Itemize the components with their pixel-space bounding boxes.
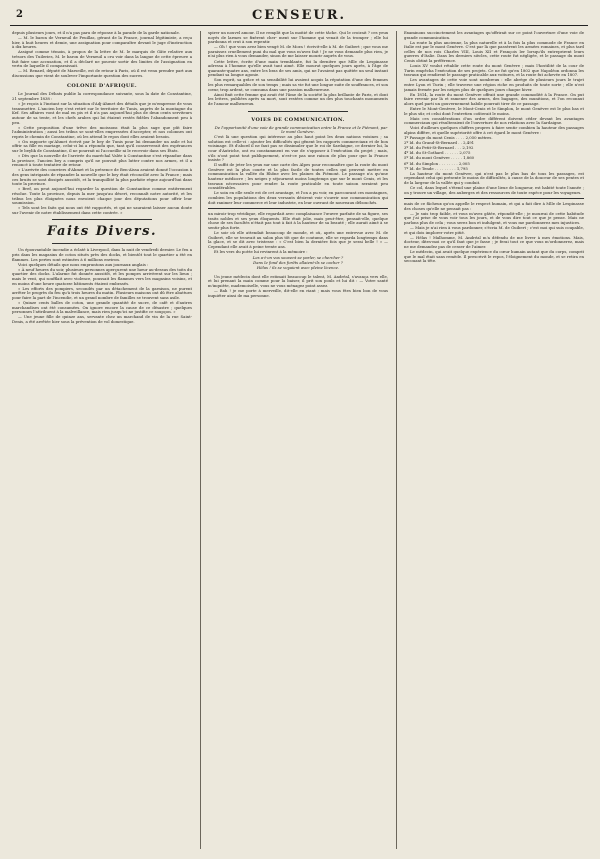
paragraph: « À neuf heures du soir, plusieurs personnes aperçurent une lueur au-dessus des toits du quartier des docks. L'alarme fut donnée aussitôt, et les pompes arrivèrent sur les lieux ; mais le vent, qui soufflait avec violence, poussait les flammes vers les magasins voisins, et en moins d'une heure quatorze bâtiments étaient embrasés.: [12, 266, 192, 286]
paragraph: Cette lettre, écrite d'une main tremblante, fut la dernière que Mlle de Lespinasse adressa à l'homme qu'elle avait tant aimé. Elle mourut quelques jours après, à l'âge de quarante-quatre ans, entre les bras de ses amis, qui ne l'avaient pas quittée un seul instant pendant sa longue agonie.: [208, 58, 388, 78]
list-item: 7º Id. de Tende . . . . . . . . . 1,795: [404, 165, 468, 171]
paragraph: — M. le baron de Verneuil de Feuillas, gérant de la France, journal légitimiste, a reçu hier, à huit heures et demie, une assignation pour comparaître devant le juge d'instruction à dix heures.: [12, 35, 192, 50]
section-rule: [248, 111, 348, 112]
paragraph: Voici quelques détails que nous empruntons aux journaux anglais :: [18, 261, 149, 267]
paragraph: Ce col, dans lequel s'étend une plaine d'une lieue de longueur, est habité toute l'année ; on y trouve un village, des auberges et des ressources de toute espèce pour les voyageurs.: [404, 185, 584, 195]
paragraph: Les avantages de cette voie sont nombreux : elle abrège de plusieurs jours le trajet entre Lyon et Turin ; elle traverse une région riche en produits de toute sorte ; elle n'est jamais fermée par les neiges plus de quelques jours chaque hiver.: [404, 77, 584, 92]
paragraph: — Hélas ! Malhomme, M. Andréal m'a défendu de me livrer à mes émotions. Mais, docteur, dites-moi ce qu'il faut que je fasse ; je ferai tout ce que vous m'ordonnerez, mais ne me demandez pas de cesser de l'aimer.: [404, 234, 584, 250]
masthead: [10, 8, 588, 24]
list-item: 4º Id. du St-Gothard . . . . . . 2,075: [404, 150, 471, 156]
paragraph: Et les vers du poète lui revinrent à la mémoire :: [214, 248, 308, 254]
paragraph: — Je suis trop faible, et vous m'avez gâtée, répondit-elle ; je mourrai de cette habitude que j'ai prise de vous voir tous les jours, et de vous dire tout ce que je pense. Mais ne parlons plus de cela ; vous serez bon et indulgent, et vous me pardonnerez mes injustices.: [404, 210, 584, 226]
section-rule: [52, 219, 152, 220]
column-3: [404, 31, 584, 851]
section-heading-voies: VOIES DE COMMUNICATION.: [251, 116, 345, 123]
section-heading-faits-divers: Faits Divers.: [47, 224, 157, 240]
paragraph: — Une jeune fille de quinze ans, servante chez un marchand de vin de la rue Saint-Denis, a été arrêtée hier sous la prévention de vol domestique.: [12, 314, 192, 324]
paragraph: Voici d'ailleurs quelques chiffres propres à faire sentir combien la hauteur des passages alpins diffère, et quelle supériorité offre à cet égard le mont Genèvre :: [404, 125, 584, 135]
paragraph: « Les efforts des pompiers, secondés par un détachement de la garnison, ne purent arrêter le progrès du feu qu'à trois heures du matin. Plusieurs maisons ont dû être abattues pour faire la part de l'incendie, et un grand nombre de familles se trouvent sans asile.: [12, 285, 192, 300]
paragraph: Le soir où elle attendait beaucoup de monde, et où, après une entrevue avec M. de Guibert, elle se trouvait au salon plus tôt que de coutume, elle se regarda longtemps dans la glace, et se dit avec tristesse : « C'est bien la dernière fois que je serai belle ! » — Cependant elle avait à peine trente ans.: [208, 229, 388, 249]
page-number: 2: [16, 9, 23, 20]
feuilleton-rule: [404, 198, 584, 199]
verse-line: Dans le fond des forêts allaient-ils se cacher ?: [253, 260, 343, 266]
paragraph: « On rapporte qu'Ahmet écrivit par le bey de Tunis pour lui demander un asile et lui offrir sa fille en mariage, celui-ci lui a répondu que, tant qu'il conserverait des espérances sur le beylik de Constantine, il ne pourrait ni l'accueillir ni le recevoir dans ses États.: [12, 138, 192, 154]
column-1: [12, 31, 192, 851]
paragraph: « Tels sont les faits qui nous ont été rapportés, et qui ne sauraient laisser aucun doute sur l'avenir de notre établissement dans cette contrée. »: [12, 205, 192, 215]
paragraph: un miroir trop véridique, elle regardait avec complaisance l'œuvre parfaite de sa figure, ses traits nobles et ses yeux éloquents. Elle était jolie, mais peut-être, pensait-elle, quelque chose de ses facultés n'était pas tout à fait à la hauteur de sa beauté ; elle aurait aimé à se sentir plus forte.: [208, 211, 388, 230]
pass-heights-list: [404, 136, 584, 171]
column-divider: [396, 31, 397, 849]
paper-title: CENSEUR.: [251, 8, 347, 23]
list-item: 3º Id. du Petit-St-Bernard . . . 2,192: [404, 145, 474, 151]
paragraph: « Quinze cents balles de coton, une grande quantité de sucre, de café et d'autres marchandises ont été consumées. On ignore encore la cause de ce désastre ; quelques personnes l'attribuent à la malveillance, mais rien jusqu'ici ne justifie ce soupçon. »: [12, 299, 192, 315]
paragraph: « Dès que la nouvelle de l'arrivée du maréchal Valée à Constantine s'est répandue dans la province, l'ancien bey a compris qu'il ne pouvait plus lutter contre nos armes, et il a renoncé à toute tentative de retour.: [12, 153, 192, 168]
paragraph: Son esprit, sa grâce et sa sensibilité lui avaient acquis la réputation d'une des femmes les plus remarquables de son temps ; mais sa vie fut une longue suite de souffrances, et son cœur, trop ardent, se consuma dans une passion malheureuse.: [208, 77, 388, 92]
section-heading-afrique: COLONIE D'AFRIQUE.: [67, 83, 137, 90]
feuilleton-rule: [208, 208, 388, 209]
verse-line: Hélas ! ils se voyaient avec pleine licence.: [256, 265, 340, 271]
masthead-rule: [10, 25, 588, 26]
paragraph: Il suffit de jeter les yeux sur une carte des Alpes pour reconnaître que la route du mont Genèvre est la plus courte et la plus facile de toutes celles qui peuvent mettre en communication la vallée du Rhône avec les plaines du Piémont. Le passage n'a qu'une hauteur médiocre ; les neiges y séjournent moins longtemps que sur le mont Cenis, et les travaux nécessaires pour rendre la route praticable en toute saison seraient peu considérables.: [208, 162, 388, 191]
paragraph: spirer un nouvel amour. Il ne remplit que la moitié de cette tâche. Qui le croirait ? ces yeux noyés de larmes se fixèrent cher- ment sur l'homme qui venait de la tromper ; elle lui pardonna et crut à son repentir.: [208, 31, 388, 45]
paragraph: La route la plus ancienne, la plus naturelle et à la fois la plus commode de France en Italie est par le mont Genèvre. C'est par là que passèrent les armées romaines, et plus tard celles de nos rois Charles VIII, Louis XII et François Ier lorsqu'ils entreprirent leurs guerres d'Italie. Dans les derniers siècles, cette route fut négligée, et le passage du mont Cenis obtint la préférence.: [404, 39, 584, 64]
paragraph: Assigné comme témoin, à propos de la lettre de M. le marquis de Gâte relative aux trésors des Tuileries, M. le baron de Verneuil a cru voir dans la langue de cette épreuve a fait faire une accusation, et il a déclaré ne pouvoir sortir des limites de l'assignation en vertu de laquelle il comparaissait.: [12, 49, 192, 69]
paragraph: « Cette proposition d'une trêve des moissons était la plus sage que pût faire l'administration ; aussi les tribus se sont-elles empressées d'accepter, et nos colonnes ont repris le chemin de Constantine, où les attend le repos dont elles avaient besoin.: [12, 124, 192, 139]
paragraph: En 1814, la route du mont Genèvre offrait une grande commodité à la France. On put faire revenir par là et ramener des armes, des bagages, des munitions, et l'on reconnut alors quel parti un gouvernement habile pourrait tirer de ce passage.: [404, 91, 584, 106]
paragraph: — M. Renard, député de Marseille, est de retour à Paris, où il est venu prendre part aux discussions que vient de soulever l'importante question des sucres.: [12, 68, 192, 78]
column-2: [208, 31, 388, 851]
paragraph: « L'arrivée des courriers d'Ahmet et la présence de Ben-Aïssa avaient donné l'occasion à des gens intrigants de répandre la nouvelle que le bey était réconcilié avec la France ; mais ces bruits se sont dissipés aussitôt, et la tranquillité la plus parfaite règne aujourd'hui dans toute la province.: [12, 167, 192, 187]
paragraph: Le soin en elle seule est de cet avantage, et l'on a pu voir, en parcourant ces montagnes, combien les populations des deux versants désirent voir s'ouvrir une communication qui doit ranimer leur commerce et leur industrie, en leur ouvrant de nouveaux débouchés.: [208, 190, 388, 205]
paragraph: — Bah ! je me porte à merveille, dit-elle en riant ; mais vous êtes bien bon de vous inquiéter ainsi de ma personne.: [208, 288, 388, 298]
section-subtitle: De l'opportunité d'une voie de grande communication entre la France et le Piémont, par le mont Genèvre.: [214, 124, 388, 135]
paragraph: « Je reçois à l'instant sur la situation d'Adj-Ahmet des détails que je m'empresse de vous transmettre. L'ancien bey s'est retiré sur le territoire de Tunis, auprès de la montagne du Kef. Ses affaires vont de mal en pis et il n'a pas aujourd'hui plus de deux cents serviteurs autour de sa tente, et les chefs arabes qui lui étaient restés fidèles l'abandonnent peu à peu.: [12, 101, 192, 125]
paragraph: « Bref, on peut aujourd'hui regarder la question de Constantine comme entièrement résolue. Toute la province, depuis la mer jusqu'au désert, reconnaît notre autorité, et les tribus les plus éloignées nous envoient chaque jour des députations pour offrir leur soumission.: [12, 186, 192, 206]
list-item: 1º Passage du mont Cenis . . . . 2,050 mètres.: [404, 135, 493, 141]
paragraph: Un épouvantable incendie a éclaté à Liverpool, dans la nuit de vendredi dernier. Le feu a pris dans les magasins de coton situés près des docks, et bientôt tout le quartier a été en flammes. Les pertes sont estimées à 6 millions environ.: [12, 247, 192, 262]
paragraph: — Oh ! que vous avez bien vengé M. de Mora ! écrivit-elle à M. de Guibert ; que vous me paraissez cruellement puni du mal que vous m'avez fait ! Je ne vous demande plus rien, je n'ai plus rien à vous demander, sinon de me laisser mourir auprès de vous.: [208, 44, 388, 59]
paragraph: La hauteur du mont Genèvre, qui n'est pas le plus bas de tous les passages, est cependant celui qui présente le moins de difficultés, à cause de la douceur de ses pentes et de la largeur de la vallée qui y conduit.: [404, 170, 584, 185]
paragraph: Le Journal des Débats publie la correspondance suivante, sous la date de Constantine, 21 septembre 1838 :: [12, 91, 192, 102]
column-divider: [200, 31, 201, 849]
verse-quote: [208, 256, 388, 270]
paragraph: Louis XV voulut rétablir cette route du mont Genèvre ; mais l'hostilité de la cour de Turin empêcha l'exécution de ses projets. Ce ne fut qu'en 1802 que Napoléon ordonna les travaux qui rendirent le passage praticable aux voitures, et la route fut achevée en 1807.: [404, 63, 584, 78]
paragraph: Entre le Mont-Genèvre, le Mont-Cenis et le Simplon, le mont Genèvre est le plus bas et le plus sûr, et celui dont l'entretien coûterait le moins.: [404, 106, 584, 116]
list-item: 2º Id. du Grand-St-Bernard . . 2,491: [404, 140, 475, 146]
paragraph: Un jeune médecin dont elle estimait beaucoup le talent, M. Andréal, s'avança vers elle, et lui prenant la main comme pour la baiser, il prit son pouls et lui dit : — Votre santé m'inquiète, mademoiselle, vous ne vous ménagez point assez.: [208, 273, 388, 289]
paragraph: depuis plusieurs jours, et il n'a pas paru de réponse à la parade de la garde nationale.: [12, 31, 180, 35]
paragraph: Le médecin, qui avait quelque expérience du cœur humain autant que du corps, comprit que le mal était sans remède. Il prescrivit le repos, l'éloignement du monde, et se retira en secouant la tête.: [404, 249, 584, 264]
list-item: 6º Id. du Simplon . . . . . . . . 2,005: [404, 160, 470, 166]
paragraph: Ainsi finit cette femme qui avait été l'âme de la société la plus brillante de Paris, et dont les lettres, publiées après sa mort, sont restées comme un des plus touchants monuments de l'amour malheureux.: [208, 91, 388, 106]
verse-line: Les a-t-on vus souvent se parler, se chercher ?: [252, 255, 344, 261]
list-item: 5º Id. du mont Genèvre . . . . . 1,860: [404, 155, 475, 161]
paragraph: — Mais je n'ai rien à vous pardonner, s'écria M. de Guibert ; c'est moi qui suis coupable, et qui dois implorer votre pitié.: [404, 225, 584, 235]
paragraph: Mais ces considérations d'un ordre différent doivent céder devant les avantages commerciaux qui résulteraient de l'ouverture de nos relations avec la Sardaigne.: [404, 115, 584, 126]
section-rule: [52, 243, 152, 244]
paragraph: Examinons succinctement les avantages qu'offrirait sur ce point l'ouverture d'une voie de grande communication.: [404, 31, 584, 40]
paragraph: mais de ce fâcheux qu'on appelle le respect humain, et qui a fait dire à Mlle de Lespinasse des choses qu'elle ne pensait pas :: [404, 201, 584, 211]
paragraph: C'est là une question qui intéresse au plus haut point les deux nations voisines ; sa solution est celle-ci : ajouter les difficultés qui gênent les rapports commerciaux et de bon voisinage. Et d'abord il ne faut pas se dissimuler que le roi de Sardaigne, ce dernier lui, la cour d'Autriche, ont eu constamment en vue de s'opposer à l'exécution du projet ; mais, s'ils n'ont point tout publiquement, n'est-ce pas une raison de plus pour que la France insiste ?: [208, 134, 388, 163]
